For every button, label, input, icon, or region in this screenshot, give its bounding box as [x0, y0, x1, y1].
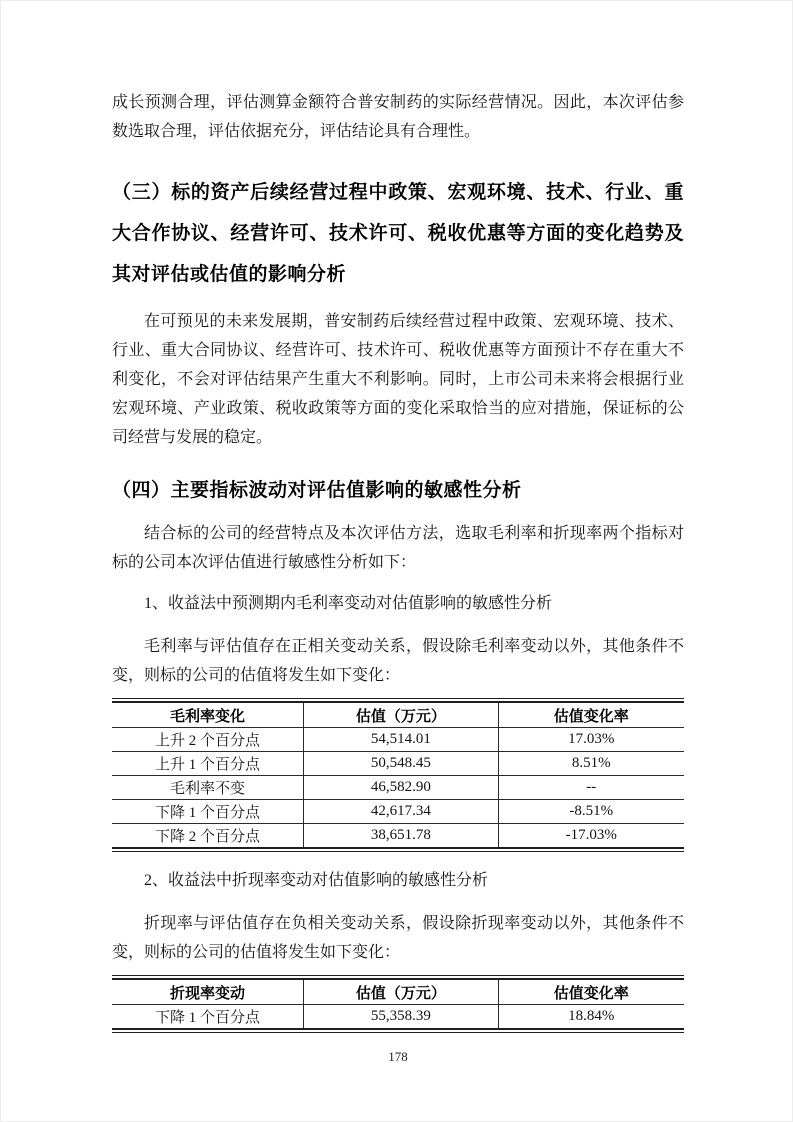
- paragraph-subsection-2: 折现率与评估值存在负相关变动关系，假设除折现率变动以外，其他条件不变，则标的公司的估值将发生如下变化：: [112, 915, 684, 961]
- table-cell: 上升 2 个百分点: [112, 728, 304, 752]
- table-cell: 55,358.39: [304, 1005, 498, 1030]
- table-cell: 42,617.34: [304, 800, 498, 824]
- column-header: 毛利率变化: [112, 702, 304, 728]
- table-cell: 下降 2 个百分点: [112, 824, 304, 849]
- paragraph-continuation: 成长预测合理，评估测算金额符合普安制药的实际经营情况。因此，本次评估参数选取合理，评估依据充分，评估结论具有合理性。: [112, 94, 684, 140]
- table-cell: 下降 1 个百分点: [112, 1005, 304, 1030]
- column-header: 估值变化率: [553, 984, 629, 1002]
- discount-rate-sensitivity-table: [112, 978, 684, 1030]
- paragraph-section-4-intro: 结合标的公司的经营特点及本次评估方法，选取毛利率和折现率两个指标对标的公司本次评估值进行敏感性分析如下：: [112, 525, 684, 571]
- table-cell: 毛利率不变: [112, 776, 304, 800]
- table-row: [112, 824, 684, 849]
- page-content: [112, 0, 684, 1067]
- table-cell: 上升 1 个百分点: [112, 752, 304, 776]
- column-header: 估值（万元）: [304, 979, 498, 1005]
- table-cell: 54,514.01: [304, 728, 498, 752]
- table-cell: -8.51%: [498, 800, 684, 824]
- table-row: [112, 800, 684, 824]
- section-heading-3: （三）标的资产后续经营过程中政策、宏观环境、技术、行业、重大合作协议、经营许可、技术许可、税收优惠等方面的变化趋势及其对评估或估值的影响分析: [112, 182, 684, 285]
- table-cell: 46,582.90: [304, 776, 498, 800]
- table-cell: -17.03%: [498, 824, 684, 849]
- column-header: 折现率变动: [112, 979, 304, 1005]
- page-number: 178: [388, 1049, 408, 1064]
- table-header-row: [112, 979, 684, 1005]
- table-cell: 8.51%: [498, 752, 684, 776]
- table-cell: 50,548.45: [304, 752, 498, 776]
- discount-rate-sensitivity-table-wrap: [112, 975, 684, 1033]
- column-header: 估值（万元）: [304, 702, 498, 728]
- table-cell: 38,651.78: [304, 824, 498, 849]
- table-cell: --: [498, 776, 684, 800]
- paragraph-subsection-1: 毛利率与评估值存在正相关变动关系，假设除毛利率变动以外，其他条件不变，则标的公司的估值将发生如下变化：: [112, 638, 684, 684]
- table-cell: 18.84%: [498, 1005, 684, 1030]
- table-row: [112, 752, 684, 776]
- table-cell: 17.03%: [498, 728, 684, 752]
- paragraph-section-3: 在可预见的未来发展期，普安制药后续经营过程中政策、宏观环境、技术、行业、重大合同协议、经营许可、技术许可、税收优惠等方面预计不存在重大不利变化，不会对评估结果产生重大不利影响。同时，上市公司未来将会根据行业宏观环境、产业政策、税收政策等方面的变化采取恰当的应对措施，保证标的公司经营与发展的稳定。: [112, 313, 684, 446]
- table-header-row: [112, 702, 684, 728]
- gross-margin-sensitivity-table-wrap: [112, 698, 684, 852]
- table-cell: 下降 1 个百分点: [112, 800, 304, 824]
- table-row: [112, 1005, 684, 1030]
- table-row: [112, 776, 684, 800]
- subsection-1-title: 1、收益法中预测期内毛利率变动对估值影响的敏感性分析: [144, 595, 553, 612]
- gross-margin-sensitivity-table: [112, 701, 684, 849]
- subsection-2-title: 2、收益法中折现率变动对估值影响的敏感性分析: [144, 872, 489, 889]
- table-row: [112, 728, 684, 752]
- section-heading-4: （四）主要指标波动对评估值影响的敏感性分析: [112, 480, 522, 501]
- column-header: 估值变化率: [553, 707, 629, 725]
